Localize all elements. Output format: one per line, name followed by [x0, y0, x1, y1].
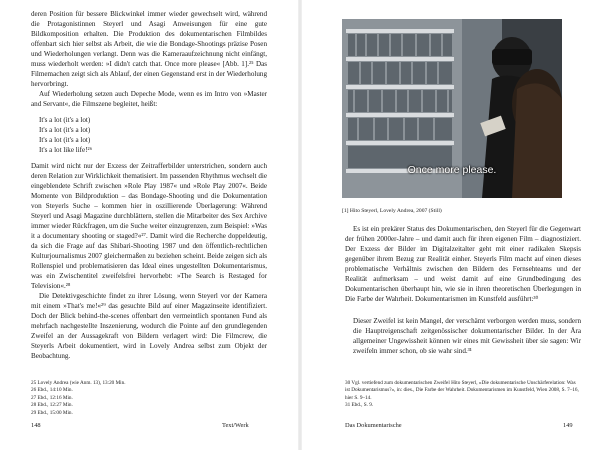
quote-paragraph: Dieser Zweifel ist kein Mangel, der verschämt verborgen werden muss, sondern die Hauptreigenschaft zeitgenössischer dokumentarischer Bilder. In der Ära allgemeiner Ungewissheit können wir eines mit Gewissheit über sie sagen: Wir zweifeln immer schon, ob sie wahr sind.³¹	[353, 317, 581, 355]
body-paragraph: Damit wird nicht nur der Exzess der Zeitrafferbilder unterstrichen, sondern auch deren Relation zur Wirklichkeit thematisiert. Im passenden Rhythmus wechselt die eingeblendete Schrift zwischen »Role Play 1987« und »Role Play 2007«. Beide Momente von Bildproduktion – das Bondage-Shooting und die Dokumentation von Steyerls Suche – kommen hier in oszillierende Überlagerung: Während Steyerl und Asagi Magazine durchblättern, stellen die Mitarbeiter des Sex Archive immer wieder Rückfragen, um die Suche weiter einzugrenzen, zum Beispiel: »Was it a documentary shooting or staged?«²⁷. Damit wird die Recherche doppeldeutig, da sich die Frage auf das Shibari-Shooting 1987 und den öffentlich-rechtlichen Kulturjournalismus 2007 gleichermaßen zu beziehen scheint. Beide zeigen sich als Rollenspiel und problematisieren das Ideal eines ungestellten Dokumentarismus, was ein Zwischentitel zweifelsfrei hervorhebt: »The Search is Restaged for Television«.²⁸	[31, 162, 267, 290]
running-head-left: Text/Werk	[222, 422, 249, 429]
body-paragraph: deren Position für bessere Blickwinkel immer wieder gewechselt wird, während die Protagonistinnen Steyerl und Asagi Anweisungen für eine gute Bildkomposition erhalten. Die Produktion des dokumentarischen Filmbildes offenbart sich hier selbst als Arbeit, die wie die Bondage-Shootings präzise Posen und Wiederholungen verlangt. Denn was die Kameraaufzeichnung nicht einfängt, muss wiederholt werden: »I didn't catch that. Once more please« [Abb. 1].²⁵ Das Filmemachen zeigt sich als Ablauf, der einen Gegenstand erst in der Wiederholung hervorbringt.	[31, 10, 267, 88]
footnote: 31 Ebd., S. 9.	[345, 402, 374, 409]
footnote: 29 Ebd., 15:00 Min.	[31, 409, 73, 416]
page-number-left: 148	[31, 422, 41, 429]
film-subtitle: Once more please.	[407, 164, 497, 176]
lyric-line: It's a lot (it's a lot)	[39, 136, 91, 144]
lyric-line: It's a lot like life!²⁶	[39, 146, 93, 154]
block-quote	[345, 316, 581, 356]
body-paragraph: Es ist ein prekärer Status des Dokumentarischen, den Steyerl für die Gegenwart der frühen 2000er-Jahre – und damit auch für ihren eigenen Film – diagnostiziert. Der Exzess der Bilder im Digitalzeitalter geht mit einer radikalen Skepsis gegenüber ihrem Bezug zur Realität einher. Steyerls Film macht auf einen dieses problematische Verhältnis zwischen den Bildern des Fernsehteams und der Realität aufmerksam – und weist damit auf eine Grundbedingung des Dokumentarischen überhaupt hin, wie sie in ihren theoretischen Überlegungen in Die Farbe der Wahrheit. Dokumentarismen im Kunstfeld ausführt:³⁰	[345, 225, 581, 303]
figure-caption: [1] Hito Steyerl, Lovely Andrea, 2007 (Still)	[342, 208, 442, 214]
footnotes-left	[31, 380, 267, 417]
lyric-line: It's a lot (it's a lot)	[39, 116, 91, 124]
footnote: 26 Ebd., 14:10 Min.	[31, 387, 73, 394]
song-lyrics	[39, 115, 267, 155]
footnotes-right	[345, 380, 581, 410]
body-paragraph: Die Detektivgeschichte findet zu ihrer Lösung, wenn Steyerl vor der Kamera mit einem »That's me!«²⁹ das gesuchte Bild auf einer Magazinseite identifiziert. Doch der Blick behind-the-scenes offenbart den vermeintlich spontanen Fund als mehrfach nachgestellte Inszenierung, wodurch die Pointe auf den grundlegenden Zweifel an der Aussagekraft von Bildern verlagert wird: Die Filmcrew, die Steyerls Arbeit dokumentiert, wird in Lovely Andrea selbst zum Objekt der Beobachtung.	[31, 292, 267, 360]
footnote: 27 Ebd., 12:16 Min.	[31, 394, 73, 401]
footnote: 25 Lovely Andrea (wie Anm. 13), 13:20 Min.	[31, 380, 126, 386]
film-still-figure	[342, 19, 562, 198]
footnote: 28 Ebd., 12:27 Min.	[31, 402, 73, 409]
body-paragraph: Auf Wiederholung setzen auch Depeche Mode, wenn es im Intro von »Master and Servant«, die Filmszene begleitet, heißt:	[31, 90, 267, 108]
page-number-right: 149	[563, 422, 573, 429]
running-head-right: Das Dokumentarische	[345, 422, 402, 429]
lyric-line: It's a lot (it's a lot)	[39, 126, 91, 134]
footnote: 30 Vgl. vertiefend zum dokumentarischen Zweifel Hito Steyerl, »Die dokumentarische Unschärferelation: Was ist Dokumentarismus?«, in: dies., Die Farbe der Wahrheit. Dokumentarismen im Kunstfeld, Wien 2008, S. 7–16, hier S. 9–14.	[345, 380, 579, 401]
left-page-body	[31, 9, 267, 361]
right-page-body	[345, 224, 581, 304]
